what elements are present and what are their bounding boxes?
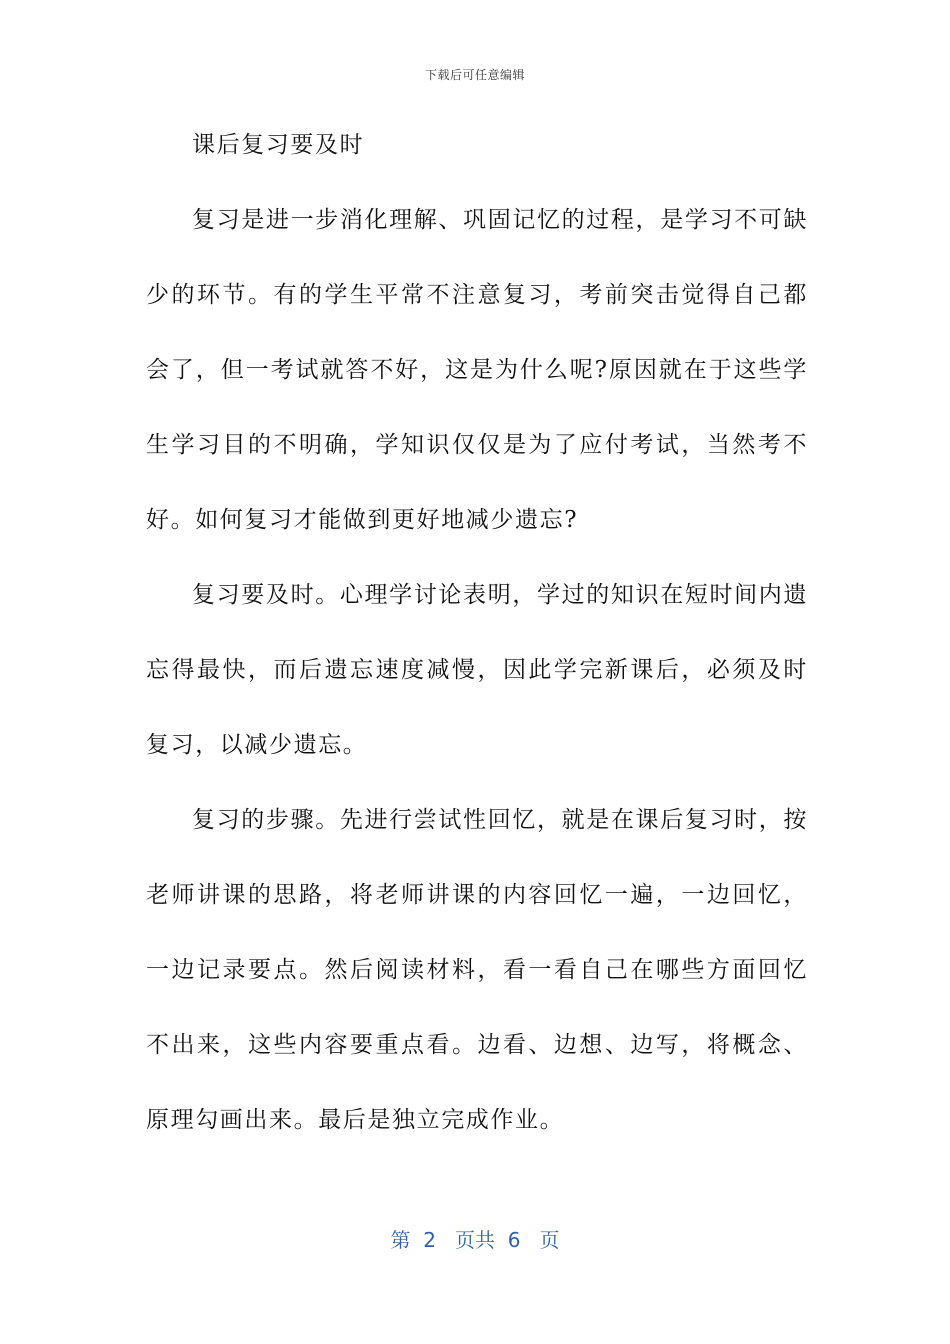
paragraph-intro: 复习是进一步消化理解、巩固记忆的过程，是学习不可缺少的环节。有的学生平常不注意复习，考前突击觉得自己都会了，但一考试就答不好，这是为什么呢?原因就在于这些学生学习目的不明确，学知识仅仅是为了应付考试，当然考不好。如何复习才能做到更好地减少遗忘?	[146, 207, 808, 533]
document-body	[146, 108, 808, 1158]
header-note: 下载后可任意编辑	[424, 68, 525, 82]
paragraph-review-steps: 复习的步骤。先进行尝试性回忆，就是在课后复习时，按老师讲课的思路，将老师讲课的内容回忆一遍，一边回忆，一边记录要点。然后阅读材料，看一看自己在哪些方面回忆不出来，这些内容要重点看。边看、边想、边写，将概念、原理勾画出来。最后是独立完成作业。	[146, 807, 808, 1133]
section-heading: 课后复习要及时	[192, 132, 365, 158]
paragraph-timely-review: 复习要及时。心理学讨论表明，学过的知识在短时间内遗忘得最快，而后遗忘速度减慢，因此学完新课后，必须及时复习，以减少遗忘。	[146, 582, 808, 758]
page-number: 第 2 页共 6 页	[390, 1228, 560, 1252]
